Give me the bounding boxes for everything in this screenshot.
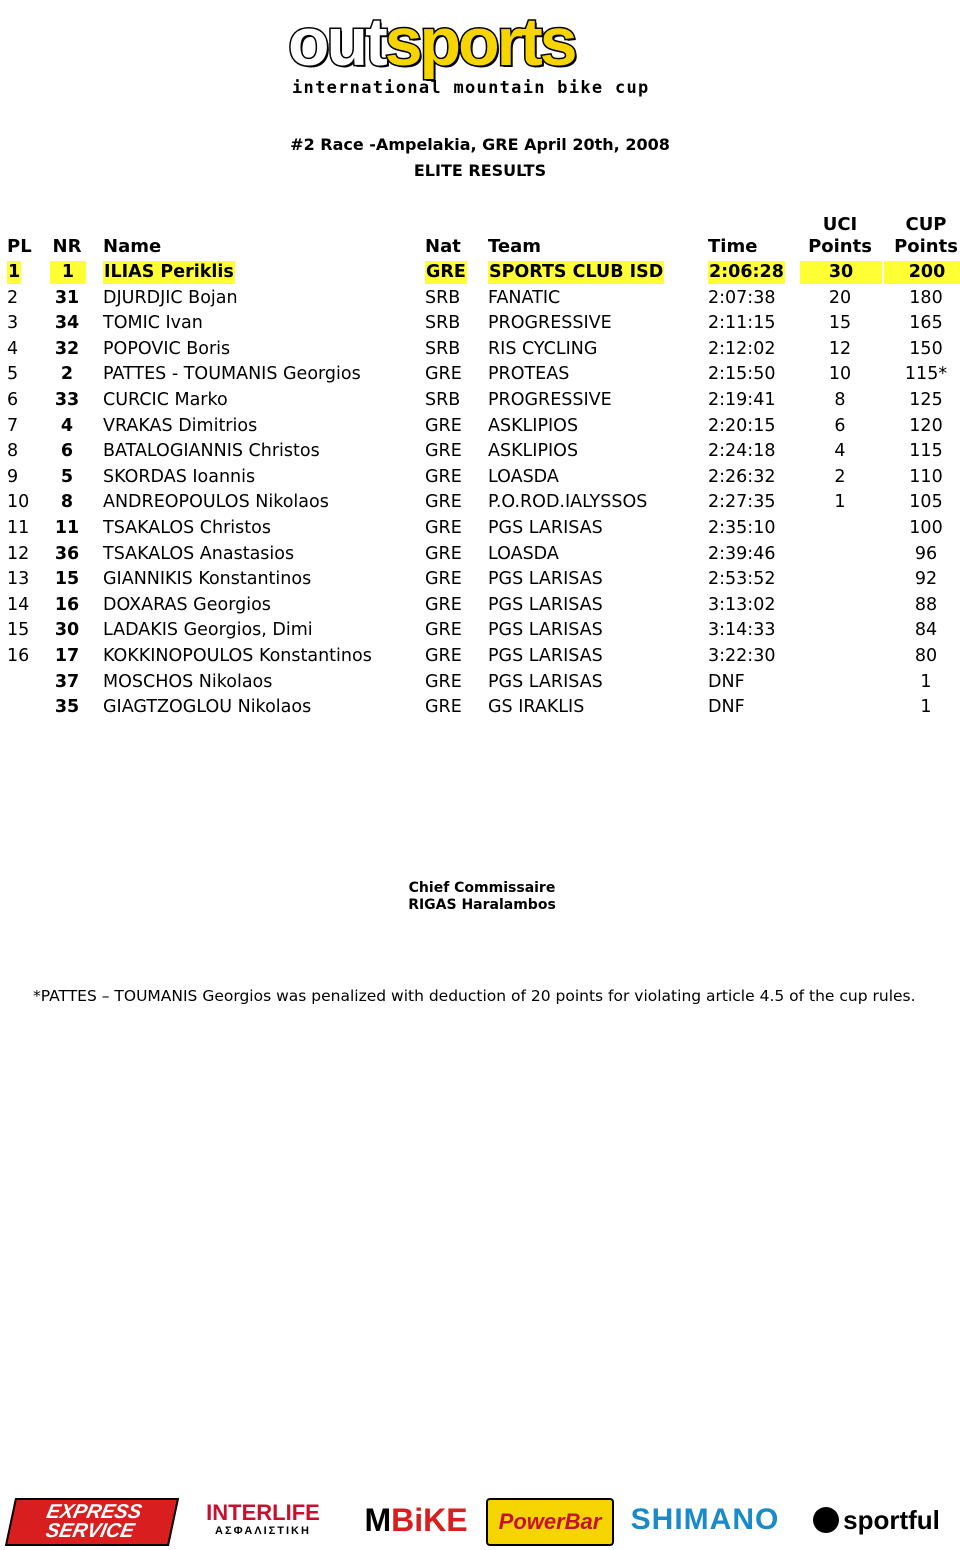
sportful-mark-icon bbox=[813, 1507, 839, 1533]
cell-time: 2:15:50 bbox=[708, 364, 776, 385]
cell-name: VRAKAS Dimitrios bbox=[103, 415, 258, 436]
cell-pl: 10 bbox=[7, 492, 30, 513]
cell-pl: 8 bbox=[7, 441, 19, 462]
cell-pl: 16 bbox=[7, 645, 30, 666]
cell-team: GS IRAKLIS bbox=[488, 697, 585, 718]
cell-time: 2:19:41 bbox=[708, 389, 776, 410]
cell-name: KOKKINOPOULOS Konstantinos bbox=[103, 645, 372, 666]
cell-nr: 16 bbox=[54, 594, 80, 615]
cell-nat: SRB bbox=[425, 389, 461, 410]
cell-cup: 92 bbox=[914, 569, 938, 590]
cell-uci: 6 bbox=[834, 415, 846, 436]
cell-time: DNF bbox=[708, 697, 745, 718]
interlife-logo: INTERLIFE ΑΣΦΑΛΙΣΤΙΚΗ bbox=[206, 1500, 320, 1537]
cell-nr: 31 bbox=[54, 287, 80, 308]
cell-time: 2:53:52 bbox=[708, 569, 776, 590]
cell-nat: GRE bbox=[425, 466, 462, 487]
cell-pl: 13 bbox=[7, 569, 30, 590]
cell-nr: 1 bbox=[50, 261, 86, 284]
race-title: #2 Race -Ampelakia, GRE April 20th, 2008 bbox=[290, 135, 670, 154]
cell-name: GIAGTZOGLOU Nikolaos bbox=[103, 697, 312, 718]
cell-nat: GRE bbox=[425, 364, 462, 385]
cell-cup: 115 bbox=[909, 441, 943, 462]
cell-nat: SRB bbox=[425, 287, 461, 308]
col-pl: PL bbox=[7, 236, 32, 257]
cell-uci: 12 bbox=[828, 338, 852, 359]
cell-name: TOMIC Ivan bbox=[103, 313, 203, 334]
cell-pl: 7 bbox=[7, 415, 19, 436]
cell-team: PGS LARISAS bbox=[488, 645, 603, 666]
cell-name: POPOVIC Boris bbox=[103, 338, 231, 359]
table-row bbox=[0, 439, 960, 465]
cell-time: 2:07:38 bbox=[708, 287, 776, 308]
cell-nat: GRE bbox=[425, 594, 462, 615]
cell-cup: 88 bbox=[914, 594, 938, 615]
table-row bbox=[0, 695, 960, 721]
cell-pl: 6 bbox=[7, 389, 19, 410]
cell-cup: 180 bbox=[909, 287, 943, 308]
cell-team: PROGRESSIVE bbox=[488, 313, 612, 334]
col-name: Name bbox=[103, 236, 162, 257]
table-body bbox=[0, 260, 960, 721]
cell-time: 3:14:33 bbox=[708, 620, 776, 641]
table-row bbox=[0, 465, 960, 491]
cell-name: TSAKALOS Anastasios bbox=[103, 543, 295, 564]
commissaire-title: Chief Commissaire bbox=[408, 880, 556, 896]
cell-time: 3:22:30 bbox=[708, 645, 776, 666]
cell-time: 2:06:28 bbox=[709, 262, 784, 282]
table-row bbox=[0, 567, 960, 593]
cell-team: P.O.ROD.IALYSSOS bbox=[488, 492, 648, 513]
cell-team: LOASDA bbox=[488, 466, 559, 487]
cell-time: 2:11:15 bbox=[708, 313, 776, 334]
cell-uci: 30 bbox=[800, 261, 882, 284]
cell-cup: 110 bbox=[909, 466, 943, 487]
cell-nat: GRE bbox=[425, 697, 462, 718]
cell-nr: 34 bbox=[54, 313, 80, 334]
cell-nat: SRB bbox=[425, 313, 461, 334]
powerbar-logo: PowerBar bbox=[486, 1498, 614, 1546]
cell-name: GIANNIKIS Konstantinos bbox=[103, 569, 312, 590]
table-row bbox=[0, 516, 960, 542]
commissaire-block bbox=[0, 880, 960, 914]
cell-cup: 100 bbox=[909, 517, 943, 538]
cell-uci: 20 bbox=[828, 287, 852, 308]
cell-pl: 12 bbox=[7, 543, 30, 564]
cell-name: SKORDAS Ioannis bbox=[103, 466, 256, 487]
cell-uci: 15 bbox=[828, 313, 852, 334]
cell-cup: 105 bbox=[909, 492, 943, 513]
cell-nr: 35 bbox=[54, 697, 80, 718]
table-row bbox=[0, 618, 960, 644]
cell-uci: 10 bbox=[828, 364, 852, 385]
table-row bbox=[0, 362, 960, 388]
cell-nat: GRE bbox=[425, 620, 462, 641]
cell-pl: 5 bbox=[7, 364, 19, 385]
cell-pl: 14 bbox=[7, 594, 30, 615]
cell-name: ILIAS Periklis bbox=[104, 262, 234, 282]
cell-nr: 17 bbox=[54, 645, 80, 666]
cell-nr: 33 bbox=[54, 389, 80, 410]
col-time: Time bbox=[708, 236, 758, 257]
col-uci-points: UCI Points bbox=[808, 214, 872, 257]
cell-name: DOXARAS Georgios bbox=[103, 594, 271, 615]
cell-name: MOSCHOS Nikolaos bbox=[103, 671, 273, 692]
cell-nr: 11 bbox=[54, 517, 80, 538]
results-table bbox=[0, 212, 960, 721]
cell-team: SPORTS CLUB ISD bbox=[489, 262, 664, 282]
penalty-footnote: *PATTES – TOUMANIS Georgios was penalized with deduction of 20 points for violating article 4.5 of the cup rules. bbox=[33, 987, 916, 1005]
cell-pl: 4 bbox=[7, 338, 19, 359]
cell-team: ASKLIPIOS bbox=[488, 441, 579, 462]
cell-uci: 2 bbox=[834, 466, 846, 487]
logo-subtitle: international mountain bike cup bbox=[292, 78, 650, 98]
cell-pl: 3 bbox=[7, 313, 19, 334]
cell-nat: GRE bbox=[425, 517, 462, 538]
col-nr: NR bbox=[52, 236, 82, 257]
cell-name: ANDREOPOULOS Nikolaos bbox=[103, 492, 329, 513]
col-team: Team bbox=[488, 236, 541, 257]
table-row bbox=[0, 670, 960, 696]
table-row bbox=[0, 644, 960, 670]
cell-time: 2:12:02 bbox=[708, 338, 776, 359]
cell-team: PGS LARISAS bbox=[488, 517, 603, 538]
cell-pl: 1 bbox=[8, 262, 21, 282]
cell-team: PGS LARISAS bbox=[488, 569, 603, 590]
cell-time: DNF bbox=[708, 671, 745, 692]
cell-nr: 32 bbox=[54, 338, 80, 359]
cell-pl: 15 bbox=[7, 620, 30, 641]
cell-uci: 1 bbox=[834, 492, 846, 513]
cell-nat: GRE bbox=[425, 645, 462, 666]
cell-name: DJURDJIC Bojan bbox=[103, 287, 238, 308]
table-row bbox=[0, 542, 960, 568]
cell-pl: 2 bbox=[7, 287, 19, 308]
results-category: ELITE RESULTS bbox=[413, 161, 547, 180]
cell-time: 2:27:35 bbox=[708, 492, 776, 513]
cell-time: 2:24:18 bbox=[708, 441, 776, 462]
cell-time: 3:13:02 bbox=[708, 594, 776, 615]
cell-uci: 8 bbox=[834, 389, 846, 410]
table-row bbox=[0, 311, 960, 337]
table-header bbox=[0, 212, 960, 260]
cell-cup: 80 bbox=[914, 645, 938, 666]
cell-nat: GRE bbox=[426, 262, 466, 282]
cell-team: PGS LARISAS bbox=[488, 594, 603, 615]
cell-nat: GRE bbox=[425, 441, 462, 462]
cell-name: LADAKIS Georgios, Dimi bbox=[103, 620, 313, 641]
cell-cup: 115* bbox=[904, 364, 948, 385]
cell-cup: 150 bbox=[909, 338, 943, 359]
sportful-logo: sportful bbox=[798, 1498, 955, 1542]
cell-cup: 1 bbox=[920, 671, 932, 692]
cell-nr: 8 bbox=[60, 492, 74, 513]
col-nat: Nat bbox=[425, 236, 461, 257]
col-cup-points: CUP Points bbox=[894, 214, 958, 257]
cell-team: RIS CYCLING bbox=[488, 338, 598, 359]
cell-nat: GRE bbox=[425, 543, 462, 564]
commissaire-name: RIGAS Haralambos bbox=[408, 897, 556, 913]
cell-nr: 15 bbox=[54, 569, 80, 590]
cell-nr: 30 bbox=[54, 620, 80, 641]
table-row bbox=[0, 337, 960, 363]
cell-cup: 125 bbox=[909, 389, 943, 410]
logo-wordmark: outsports bbox=[288, 4, 575, 80]
cell-nat: GRE bbox=[425, 492, 462, 513]
cell-nr: 4 bbox=[60, 415, 74, 436]
cell-cup: 200 bbox=[884, 261, 960, 284]
table-row bbox=[0, 260, 960, 286]
cell-nr: 37 bbox=[54, 671, 80, 692]
sponsor-bar bbox=[10, 1498, 955, 1544]
table-row bbox=[0, 388, 960, 414]
cell-team: LOASDA bbox=[488, 543, 559, 564]
cell-team: PROGRESSIVE bbox=[488, 389, 612, 410]
cell-team: PGS LARISAS bbox=[488, 620, 603, 641]
cell-team: PROTEAS bbox=[488, 364, 570, 385]
cell-team: FANATIC bbox=[488, 287, 561, 308]
cell-nat: GRE bbox=[425, 569, 462, 590]
cell-nat: SRB bbox=[425, 338, 461, 359]
cell-team: PGS LARISAS bbox=[488, 671, 603, 692]
cell-cup: 120 bbox=[909, 415, 943, 436]
table-row bbox=[0, 414, 960, 440]
cell-name: PATTES - TOUMANIS Georgios bbox=[103, 364, 361, 385]
cell-pl: 11 bbox=[7, 517, 30, 538]
cell-nr: 36 bbox=[54, 543, 80, 564]
cell-time: 2:26:32 bbox=[708, 466, 776, 487]
cell-time: 2:35:10 bbox=[708, 517, 776, 538]
cell-name: CURCIC Marko bbox=[103, 389, 228, 410]
cell-name: BATALOGIANNIS Christos bbox=[103, 441, 320, 462]
cell-cup: 96 bbox=[914, 543, 938, 564]
cell-nat: GRE bbox=[425, 415, 462, 436]
outsports-logo bbox=[288, 6, 678, 98]
cell-team: ASKLIPIOS bbox=[488, 415, 579, 436]
cell-pl: 9 bbox=[7, 466, 19, 487]
mbike-logo: M BiKE bbox=[364, 1501, 468, 1538]
cell-cup: 165 bbox=[909, 313, 943, 334]
cell-time: 2:20:15 bbox=[708, 415, 776, 436]
shimano-logo: SHIMANO bbox=[630, 1503, 780, 1536]
cell-cup: 84 bbox=[914, 620, 938, 641]
express-service-logo: EXPRESS SERVICE bbox=[5, 1498, 179, 1546]
table-row bbox=[0, 593, 960, 619]
cell-cup: 1 bbox=[920, 697, 932, 718]
cell-nr: 2 bbox=[60, 364, 74, 385]
cell-name: TSAKALOS Christos bbox=[103, 517, 271, 538]
cell-nat: GRE bbox=[425, 671, 462, 692]
cell-nr: 5 bbox=[60, 466, 74, 487]
cell-uci: 4 bbox=[834, 441, 846, 462]
table-row bbox=[0, 286, 960, 312]
table-row bbox=[0, 490, 960, 516]
cell-nr: 6 bbox=[60, 441, 74, 462]
cell-time: 2:39:46 bbox=[708, 543, 776, 564]
